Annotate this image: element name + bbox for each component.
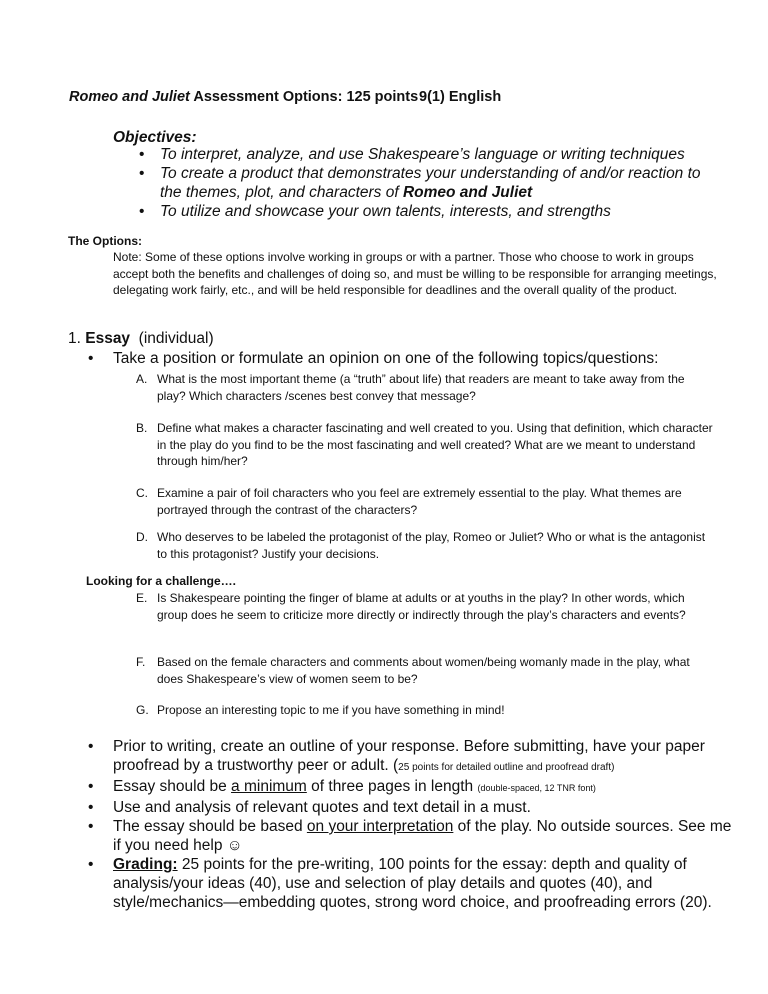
essay-title: Essay <box>85 330 131 347</box>
essay-mode: (individual) <box>130 330 214 347</box>
topic-item-f: F. Based on the female characters and comments about women/being womanly made in the play, what does Shakespeare’s view of women seem to be? <box>136 655 690 686</box>
play-title-bold: Romeo and Juliet <box>402 184 533 201</box>
requirement-quotes: • Use and analysis of relevant quotes and text detail in a must. <box>88 799 531 816</box>
requirement-length: • Essay should be a minimum of three pages in length (double-spaced, 12 TNR font) <box>88 778 596 795</box>
course-label: 9(1) English <box>419 89 502 105</box>
topic-item-b: B. Define what makes a character fascinating and well created to you. Using that definition, which character in the play do you find to be the most fascinating and well created? What are we meant to understand through him/her? <box>136 421 713 468</box>
topic-item-d: D. Who deserves to be labeled the protagonist of the play, Romeo or Juliet? Who or what is the antagonist to this protagonist? Justify your decisions. <box>136 530 706 561</box>
bullet-icon: • <box>88 350 94 367</box>
objective-item: • To create a product that demonstrates your understanding of and/or reaction to the themes, plot, and characters of Romeo and Juliet <box>139 165 701 201</box>
document-title <box>69 89 418 105</box>
requirement-interpretation: • The essay should be based on your interpretation of the play. No outside sources. See me if you need help ☺ <box>88 818 732 854</box>
options-note: Note: Some of these options involve working in groups or with a partner. Those who choose to work in groups accept both the benefits and challenges of doing so, and must be willing to be responsible for arranging meetings, delegating work fairly, etc., and will be held responsible for deadlines and the overall quality of the product. <box>113 250 717 297</box>
essay-prompt: • Take a position or formulate an opinion on one of the following topics/questions: <box>88 350 659 367</box>
bullet-icon: • <box>88 778 94 795</box>
bullet-icon: • <box>88 856 94 873</box>
essay-heading: 1. Essay (individual) <box>68 330 214 347</box>
topic-item-a: A. What is the most important theme (a “truth” about life) that readers are meant to take away from the play? Which characters /scenes best convey that message? <box>136 372 685 403</box>
requirement-grading: • Grading: 25 points for the pre-writing, 100 points for the essay: depth and quality of analysis/your ideas (40), use and selection of play details and quotes (40), and style/mechanics—embedding quotes, strong word choice, and proofreading errors (20). <box>88 856 712 911</box>
bullet-icon: • <box>88 738 94 755</box>
options-heading: The Options: <box>68 234 142 248</box>
requirement-outline: • Prior to writing, create an outline of your response. Before submitting, have your paper proofread by a trustworthy peer or adult. (25 points for detailed outline and proofread draft) <box>88 738 705 774</box>
play-title: Romeo and Juliet <box>69 89 190 105</box>
objective-item: • To interpret, analyze, and use Shakespeare’s language or writing techniques <box>139 146 685 163</box>
bullet-icon: • <box>88 799 94 816</box>
bullet-icon: • <box>139 203 145 220</box>
objective-item: • To utilize and showcase your own talents, interests, and strengths <box>139 203 611 220</box>
bullet-icon: • <box>88 818 94 835</box>
objectives-heading: Objectives: <box>113 129 197 146</box>
bullet-icon: • <box>139 165 145 182</box>
grading-label: Grading: <box>113 856 178 873</box>
challenge-heading: Looking for a challenge…. <box>86 574 237 588</box>
topic-item-e: E. Is Shakespeare pointing the finger of blame at adults or at youths in the play? In other words, which group does he seem to criticize more directly or indirectly through the play’s characters and events? <box>136 591 686 622</box>
topic-item-g: G. Propose an interesting topic to me if you have something in mind! <box>136 703 505 717</box>
objectives-list <box>134 145 714 221</box>
bullet-icon: • <box>139 146 145 163</box>
topic-item-c: C. Examine a pair of foil characters who you feel are extremely essential to the play. What themes are portrayed through the contrast of the characters? <box>136 486 682 517</box>
title-rest: Assessment Options: 125 points <box>189 89 419 105</box>
requirements-list <box>88 737 738 912</box>
